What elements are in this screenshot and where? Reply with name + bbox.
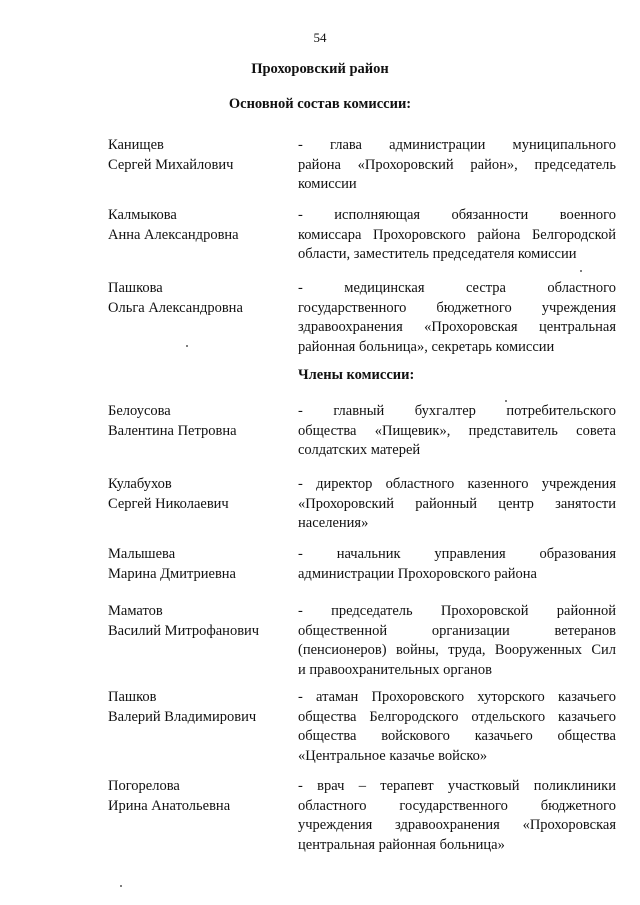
members-section-title: Члены комиссии:	[298, 367, 415, 383]
role-line: - исполняющая обязанности военного	[298, 207, 616, 223]
role-line: - врач – терапевт участковый поликлиники	[298, 778, 616, 794]
surname: Калмыкова	[108, 207, 177, 223]
role-line: «Прохоровский районный центр занятости	[298, 495, 616, 512]
person-role	[298, 602, 616, 680]
person-name	[108, 136, 288, 175]
given-name: Марина Дмитриевна	[108, 565, 236, 582]
district-title: Прохоровский район	[251, 61, 389, 77]
role-line: «Центральное казачье войско»	[298, 747, 488, 764]
person-role	[298, 545, 616, 584]
role-line: администрации Прохоровского района	[298, 565, 537, 582]
scan-speck	[186, 345, 188, 347]
given-name: Сергей Николаевич	[108, 495, 229, 512]
person-role	[298, 402, 616, 461]
role-line: - директор областного казенного учреждения	[298, 476, 616, 492]
surname: Малышева	[108, 546, 176, 562]
scan-speck	[505, 400, 507, 402]
role-line: здравоохранения «Прохоровская центральная	[298, 319, 616, 335]
person-role	[298, 206, 616, 265]
role-line: областного государственного бюджетного	[298, 797, 616, 814]
role-line: - начальник управления образования	[298, 546, 616, 562]
person-name	[108, 279, 288, 318]
surname: Канищев	[108, 137, 164, 153]
given-name: Валентина Петровна	[108, 422, 237, 439]
role-line: общества войскового казачьего общества	[298, 728, 616, 744]
role-line: - глава администрации муниципального	[298, 137, 616, 153]
person-name	[108, 475, 288, 514]
surname: Белоусова	[108, 403, 171, 419]
role-line: государственного бюджетного учреждения	[298, 299, 616, 316]
scan-speck	[580, 270, 582, 272]
person-name	[108, 777, 288, 816]
person-name	[108, 688, 288, 727]
role-line: районная больница», секретарь комиссии	[298, 338, 555, 355]
given-name: Василий Митрофанович	[108, 622, 260, 639]
person-name	[108, 402, 288, 441]
main-section-title: Основной состав комиссии:	[228, 96, 412, 112]
role-line: общественной организации ветеранов	[298, 622, 616, 639]
person-role	[298, 279, 616, 357]
role-line: района «Прохоровский район», председатель	[298, 156, 616, 173]
given-name: Анна Александровна	[108, 226, 239, 243]
page-number: 54	[313, 30, 327, 45]
surname: Пашков	[108, 689, 157, 705]
role-line: населения»	[298, 515, 369, 531]
person-role	[298, 136, 616, 195]
role-line: - медицинская сестра областного	[298, 280, 616, 296]
surname: Маматов	[108, 603, 163, 619]
role-line: и правоохранительных органов	[298, 661, 492, 678]
person-name	[108, 545, 288, 584]
role-line: области, заместитель председателя комиссии	[298, 246, 577, 262]
person-name	[108, 206, 288, 245]
given-name: Валерий Владимирович	[108, 708, 257, 725]
person-role	[298, 475, 616, 534]
person-role	[298, 777, 616, 855]
given-name: Сергей Михайлович	[108, 156, 234, 173]
role-line: солдатских матерей	[298, 442, 421, 458]
role-line: - главный бухгалтер потребительского	[298, 403, 616, 419]
given-name: Ирина Анатольевна	[108, 797, 231, 814]
role-line: общества «Пищевик», представитель совета	[298, 422, 616, 439]
surname: Кулабухов	[108, 476, 172, 492]
given-name: Ольга Александровна	[108, 299, 243, 316]
role-line: - председатель Прохоровской районной	[298, 603, 616, 619]
person-name	[108, 602, 288, 641]
surname: Погорелова	[108, 778, 180, 794]
person-role	[298, 688, 616, 766]
role-line: общества Белгородского отдельского казачьего	[298, 708, 616, 725]
surname: Пашкова	[108, 280, 163, 296]
scan-speck	[120, 885, 122, 887]
role-line: комиссара Прохоровского района Белгородской	[298, 226, 616, 243]
role-line: комиссии	[298, 176, 357, 192]
role-line: (пенсионеров) войны, труда, Вооруженных Сил	[298, 642, 616, 658]
role-line: центральная районная больница»	[298, 836, 505, 853]
role-line: - атаман Прохоровского хуторского казачьего	[298, 689, 616, 705]
role-line: учреждения здравоохранения «Прохоровская	[298, 817, 616, 833]
